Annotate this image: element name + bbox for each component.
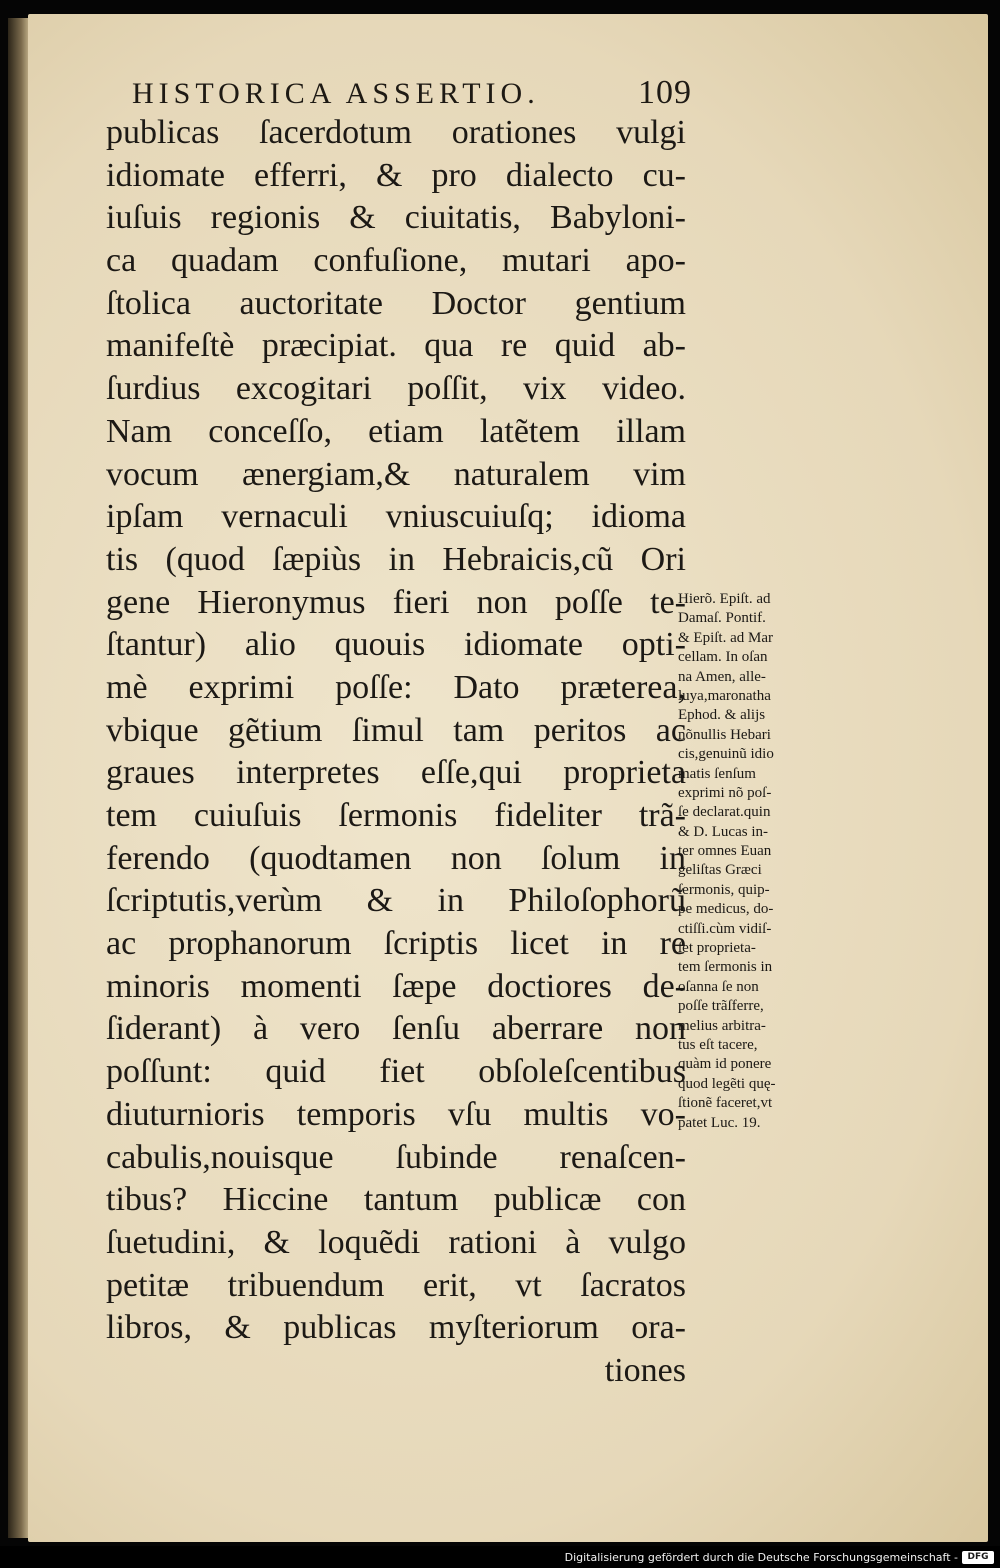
text-line: ſtolica auctoritate Doctor gentium (106, 284, 686, 322)
text-line: mè exprimi poſſe: Dato præterea, (106, 668, 686, 706)
margin-note-line: ſermonis, quip- (678, 881, 770, 898)
text-line: ferendo (quodtamen non ſolum in (106, 839, 686, 877)
text-line: diuturnioris temporis vſu multis vo- (106, 1095, 686, 1133)
text-line: publicas ſacerdotum orationes vulgi (106, 114, 686, 151)
text-line: ſtantur) alio quouis idiomate opti- (106, 626, 686, 664)
main-text-column (106, 112, 686, 1393)
text-line: ca quadam confuſione, mutari apo- (106, 242, 686, 280)
text-line: ſcriptutis,verùm & in Philoſophorũ (106, 882, 686, 920)
text-line: tibus? Hiccine tantum publicæ con (106, 1181, 686, 1219)
margin-note-line: na Amen, alle- (678, 668, 766, 685)
running-head-title: HISTORICA ASSERTIO. (132, 77, 540, 110)
margin-note-line: geliſtas Græci (678, 862, 762, 879)
margin-note-line: & Epiſt. ad Mar (678, 629, 773, 646)
margin-note-line: melius arbitra- (678, 1017, 766, 1034)
margin-note-line: pe medicus, do- (678, 901, 774, 918)
text-line: petitæ tribuendum erit, vt ſacratos (106, 1266, 686, 1304)
margin-note-line: tus eſt tacere, (678, 1036, 758, 1053)
text-line: tis (quod ſæpiùs in Hebraicis,cũ Ori (106, 540, 686, 578)
text-line: Nam conceſſo, etiam latẽtem illam (106, 412, 686, 450)
margin-note-line: luya,maronatha (678, 687, 771, 704)
text-line: gene Hieronymus fieri non poſſe te- (106, 583, 686, 621)
margin-note-line: quàm id ponere (678, 1056, 772, 1073)
catchword: tiones (604, 1351, 686, 1389)
margin-note-line: ſet proprieta- (678, 940, 756, 957)
margin-note-line: cellam. In oſan (678, 649, 768, 666)
text-line: ac prophanorum ſcriptis licet in re (106, 925, 686, 963)
margin-note-line: poſſe trãſferre, (678, 998, 764, 1015)
margin-note-line: ter omnes Euan (678, 843, 772, 860)
text-line: ſuetudini, & loquẽdi rationi à vulgo (106, 1223, 686, 1261)
text-line: iuſuis regionis & ciuitatis, Babyloni- (106, 199, 686, 237)
text-line: vbique gẽtium ſimul tam peritos ac (106, 711, 686, 749)
margin-note-line: ſtionẽ faceret,vt (678, 1095, 773, 1112)
book-page-edge (8, 18, 30, 1538)
page-number: 109 (638, 74, 692, 111)
margin-note-line: Damaſ. Pontif. (678, 610, 766, 627)
margin-note-line: exprimi nõ poſ- (678, 784, 772, 801)
text-line: minoris momenti ſæpe doctiores de- (106, 967, 686, 1005)
margin-note-line: cis,genuinũ idio (678, 746, 774, 763)
text-line: libros, & publicas myſteriorum ora- (106, 1309, 686, 1347)
margin-note-line: ſe declarat.quin (678, 804, 771, 821)
text-line: ſurdius excogitari poſſit, vix video. (106, 370, 686, 408)
margin-note (678, 590, 830, 1133)
text-line: idiomate efferri, & pro dialecto cu- (106, 156, 686, 194)
margin-note-line: Hierõ. Epiſt. ad (678, 591, 771, 607)
text-line: vocum ænergiam,& naturalem vim (106, 455, 686, 493)
text-line: graues interpretes eſſe,qui proprieta (106, 754, 686, 792)
text-line: ſiderant) à vero ſenſu aberrare non (106, 1010, 686, 1048)
margin-note-line: tem ſermonis in (678, 959, 773, 976)
margin-note-line: patet Luc. 19. (678, 1114, 761, 1131)
digitization-credit: Digitalisierung gefördert durch die Deutsche Forschungsgemeinschaft - (564, 1551, 958, 1564)
margin-note-line: oſanna ſe non (678, 978, 759, 995)
dfg-logo: DFG (962, 1551, 994, 1564)
text-line: manifeſtè præcipiat. qua re quid ab- (106, 327, 686, 365)
text-line: poſſunt: quid fiet obſoleſcentibus (106, 1053, 686, 1091)
margin-note-line: ctiſſi.cùm vidiſ- (678, 920, 772, 937)
margin-note-line: nõnullis Hebari (678, 726, 771, 743)
margin-note-line: & D. Lucas in- (678, 823, 768, 840)
text-line: tem cuiuſuis ſermonis fideliter trã- (106, 797, 686, 834)
margin-note-line: Ephod. & alijs (678, 707, 766, 724)
text-line: ipſam vernaculi vniuscuiuſq; idioma (106, 498, 686, 536)
text-line: cabulis,nouisque ſubinde renaſcen- (106, 1138, 686, 1176)
running-head (132, 74, 692, 114)
margin-note-line: quod legẽti quę- (678, 1075, 776, 1092)
margin-note-line: matis ſenſum (678, 765, 756, 782)
